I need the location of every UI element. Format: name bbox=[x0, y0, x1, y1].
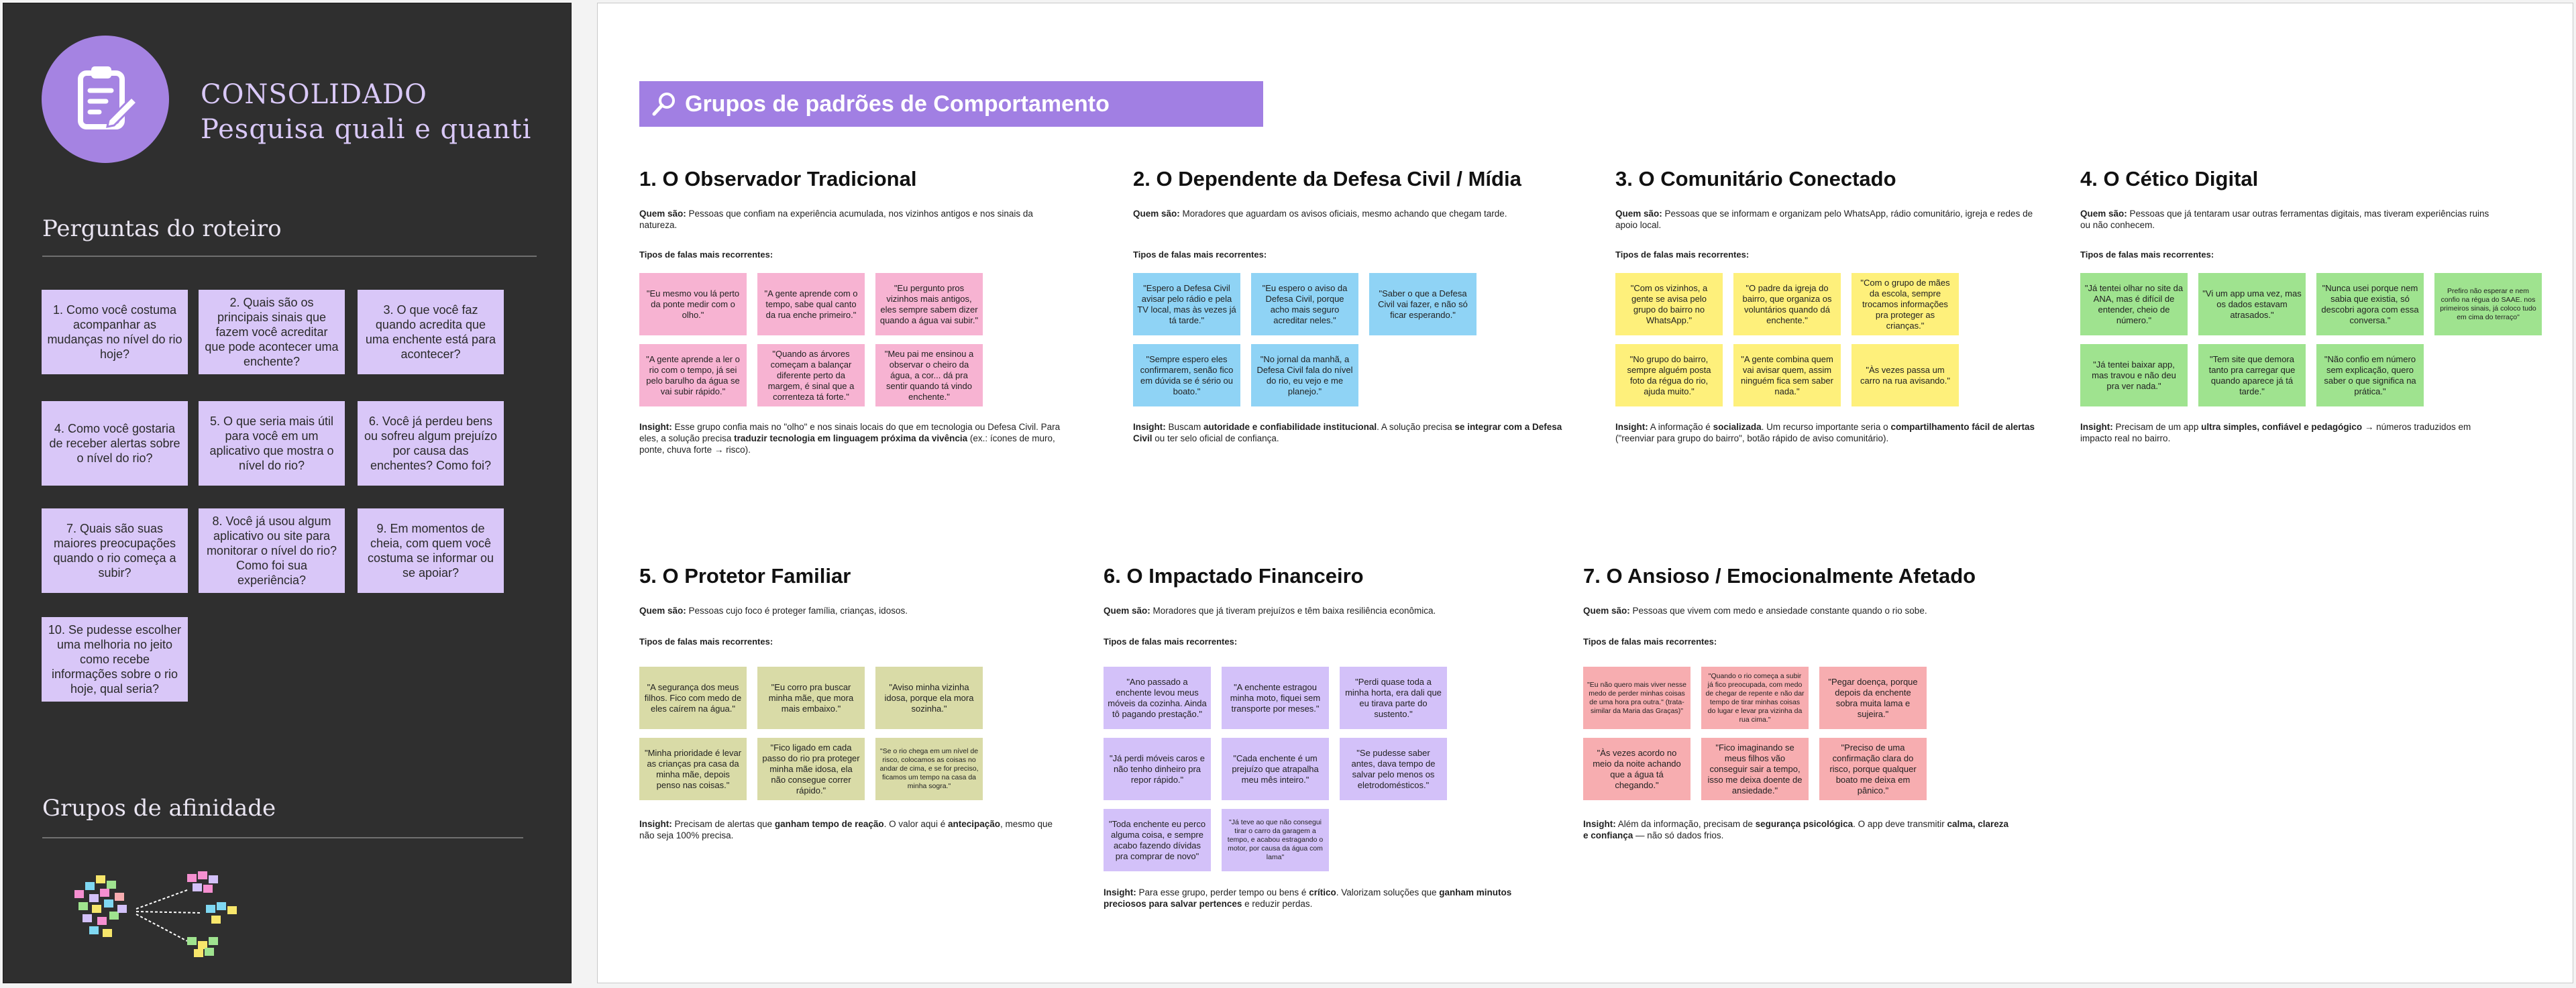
group-description: Quem são: Pessoas cujo foco é proteger família, crianças, idosos. bbox=[639, 606, 908, 616]
sticky-note[interactable]: "Nunca usei porque nem sabia que existia, só descobri agora com essa conversa." bbox=[2316, 273, 2424, 335]
sticky-note[interactable]: "A gente combina quem vai avisar quem, assim ninguém fica sem saber nada." bbox=[1733, 344, 1841, 406]
question-note[interactable]: 9. Em momentos de cheia, com quem você costuma se informar ou se apoiar? bbox=[358, 508, 504, 593]
group-speech-label: Tipos de falas mais recorrentes: bbox=[1104, 637, 1238, 647]
group-title: 2. O Dependente da Defesa Civil / Mídia bbox=[1133, 167, 1521, 190]
sticky-note[interactable]: "Já perdi móveis caros e não tenho dinheiro pra repor rápido." bbox=[1104, 738, 1211, 800]
sticky-note[interactable]: Prefiro não esperar e nem confio na régua do SAAE. nos primeiros sinais, já coloco tudo em cima do terraço" bbox=[2434, 273, 2542, 335]
sticky-note[interactable]: "Perdi quase toda a minha horta, era dali que eu tirava parte do sustento." bbox=[1340, 667, 1447, 729]
sticky-note[interactable]: "Quando o rio começa a subir já fico preocupada, com medo de chegar de repente e não dar tempo de tirar minhas coisas do lugar e levar pra vizinha da rua cima." bbox=[1701, 667, 1809, 729]
sticky-note[interactable]: "Fico imaginando se meus filhos vão conseguir sair a tempo, isso me deixa doente de ansiedade." bbox=[1701, 738, 1809, 800]
affinity-cluster-icon[interactable] bbox=[69, 862, 270, 969]
sticky-note[interactable]: "A enchente estragou minha moto, fiquei sem transporte por meses." bbox=[1222, 667, 1329, 729]
sticky-note[interactable]: "Minha prioridade é levar as crianças pra casa da minha mãe, depois penso nas coisas." bbox=[639, 738, 747, 800]
question-note[interactable]: 2. Quais são os principais sinais que fazem você acreditar que pode acontecer uma enchente? bbox=[199, 290, 345, 374]
sticky-note[interactable]: "Preciso de uma confirmação clara do risco, porque qualquer boato me deixa em pânico." bbox=[1819, 738, 1927, 800]
questions-heading: Perguntas do roteiro bbox=[42, 215, 282, 242]
sticky-note[interactable]: "Eu mesmo vou lá perto da ponte medir com o olho." bbox=[639, 273, 747, 335]
sticky-note[interactable]: "Eu espero o aviso da Defesa Civil, porque acho mais seguro acreditar neles." bbox=[1251, 273, 1358, 335]
clipboard-edit-icon bbox=[42, 36, 169, 163]
sticky-note[interactable]: "Saber o que a Defesa Civil vai fazer, e não só ficar esperando." bbox=[1369, 273, 1477, 335]
group-insight: Insight: Precisam de um app ultra simples, confiável e pedagógico → números traduzidos em impacto real no bairro. bbox=[2080, 422, 2471, 443]
group-insight: Insight: Buscam autoridade e confiabilidade institucional. A solução precisa se integrar com a Defesa Civil ou ter selo oficial de confiança. bbox=[1133, 422, 1562, 443]
behavior-group bbox=[639, 166, 1069, 455]
question-note[interactable]: 6. Você já perdeu bens ou sofreu algum prejuízo por causa das enchentes? Como foi? bbox=[358, 401, 504, 486]
sticky-note[interactable]: "Eu não quero mais viver nesse medo de perder minhas coisas de uma hora pra outra." (trata-similar da Maria das Graças)" bbox=[1583, 667, 1690, 729]
sticky-note[interactable]: "A segurança dos meus filhos. Fico com medo de eles caírem na água." bbox=[639, 667, 747, 729]
group-title: 7. O Ansioso / Emocionalmente Afetado bbox=[1583, 564, 1976, 588]
sticky-note[interactable]: "Pegar doença, porque depois da enchente sobra muita lama e sujeira." bbox=[1819, 667, 1927, 729]
group-description: Quem são: Pessoas que confiam na experiência acumulada, nos vizinhos antigos e nos sinais da natureza. bbox=[639, 209, 1033, 230]
group-speech-label: Tipos de falas mais recorrentes: bbox=[1583, 637, 1717, 647]
group-speech-label: Tipos de falas mais recorrentes: bbox=[1133, 250, 1267, 260]
group-description: Quem são: Pessoas que vivem com medo e ansiedade constante quando o rio sobe. bbox=[1583, 606, 1927, 616]
sticky-note[interactable]: "Com os vizinhos, a gente se avisa pelo grupo do bairro no WhatsApp." bbox=[1615, 273, 1723, 335]
sticky-note[interactable]: "O padre da igreja do bairro, que organiza os voluntários quando dá enchente." bbox=[1733, 273, 1841, 335]
group-insight: Insight: Precisam de alertas que ganham tempo de reação. O valor aqui é antecipação, mesmo que não seja 100% precisa. bbox=[639, 819, 1053, 840]
behavior-group bbox=[1615, 166, 2045, 443]
sticky-note[interactable]: "Já tentei olhar no site da ANA, mas é difícil de entender, cheio de número." bbox=[2080, 273, 2188, 335]
group-insight: Insight: Esse grupo confia mais no "olho" e nos sinais locais do que em tecnologia ou Defesa Civil. Para eles, a solução precisa traduzir tecnologia em linguagem próxima da vivência (ex.: ícones de muro, ponte, chuva forte → risco). bbox=[639, 422, 1061, 455]
left-panel bbox=[3, 3, 572, 983]
sticky-note[interactable]: "No grupo do bairro, sempre alguém posta foto da régua do rio, ajuda muito." bbox=[1615, 344, 1723, 406]
sticky-note[interactable]: "Já tentei baixar app, mas travou e não deu pra ver nada." bbox=[2080, 344, 2188, 406]
question-note[interactable]: 4. Como você gostaria de receber alertas sobre o nível do rio? bbox=[42, 401, 188, 486]
sticky-note[interactable]: "Ano passado a enchente levou meus móveis da cozinha. Ainda tô pagando prestação." bbox=[1104, 667, 1211, 729]
section-banner bbox=[639, 81, 1263, 127]
behavior-group bbox=[1104, 563, 1533, 909]
sticky-note[interactable]: "Sempre espero eles confirmarem, senão fico em dúvida se é sério ou boato." bbox=[1133, 344, 1240, 406]
divider bbox=[42, 837, 523, 838]
sticky-note[interactable]: "Às vezes passa um carro na rua avisando." bbox=[1851, 344, 1959, 406]
sticky-note[interactable]: "Espero a Defesa Civil avisar pelo rádio e pela TV local, mas às vezes já tá tarde." bbox=[1133, 273, 1240, 335]
question-note[interactable]: 5. O que seria mais útil para você em um aplicativo que mostra o nível do rio? bbox=[199, 401, 345, 486]
group-speech-label: Tipos de falas mais recorrentes: bbox=[639, 250, 773, 260]
sticky-note[interactable]: "Fico ligado em cada passo do rio pra proteger minha mãe idosa, ela não consegue correr rápido." bbox=[757, 738, 865, 800]
behavior-group bbox=[1583, 563, 2012, 840]
group-description: Quem são: Pessoas que já tentaram usar outras ferramentas digitais, mas tiveram experiências ruins ou não conhecem. bbox=[2080, 209, 2489, 230]
question-note[interactable]: 7. Quais são suas maiores preocupações quando o rio começa a subir? bbox=[42, 508, 188, 593]
sticky-note[interactable]: "Eu corro pra buscar minha mãe, que mora mais embaixo." bbox=[757, 667, 865, 729]
group-title: 5. O Protetor Familiar bbox=[639, 564, 851, 588]
sticky-note[interactable]: "Meu pai me ensinou a observar o cheiro da água, a cor... dá pra sentir quando tá vindo enchente." bbox=[875, 344, 983, 406]
question-note[interactable]: 8. Você já usou algum aplicativo ou site para monitorar o nível do rio? Como foi sua experiência? bbox=[199, 508, 345, 593]
affinity-heading: Grupos de afinidade bbox=[42, 795, 276, 822]
group-speech-label: Tipos de falas mais recorrentes: bbox=[2080, 250, 2214, 260]
sticky-note[interactable]: "A gente aprende com o tempo, sabe qual canto da rua enche primeiro." bbox=[757, 273, 865, 335]
sticky-note[interactable]: "Cada enchente é um prejuízo que atrapalha meu mês inteiro." bbox=[1222, 738, 1329, 800]
sticky-note[interactable]: "A gente aprende a ler o rio com o tempo, já sei pelo barulho da água se vai subir rápido." bbox=[639, 344, 747, 406]
group-insight: Insight: Além da informação, precisam de segurança psicológica. O app deve transmitir calma, clareza e confiança — não só dados frios. bbox=[1583, 819, 2009, 840]
title-line-1: CONSOLIDADO bbox=[201, 79, 427, 110]
sticky-note[interactable]: "Já teve ao que não consegui tirar o carro da garagem a tempo, e acabou estragando o motor, por causa da água com lama" bbox=[1222, 809, 1329, 871]
group-speech-label: Tipos de falas mais recorrentes: bbox=[1615, 250, 1750, 260]
sticky-note[interactable]: "Toda enchente eu perco alguma coisa, e sempre acabo fazendo dívidas pra comprar de novo" bbox=[1104, 809, 1211, 871]
group-title: 6. O Impactado Financeiro bbox=[1104, 564, 1364, 588]
group-title: 1. O Observador Tradicional bbox=[639, 167, 917, 190]
behavior-group bbox=[639, 563, 1069, 840]
sticky-note[interactable]: "Eu pergunto pros vizinhos mais antigos, eles sempre sabem dizer quando a água vai subir." bbox=[875, 273, 983, 335]
search-icon bbox=[651, 91, 678, 117]
group-title: 3. O Comunitário Conectado bbox=[1615, 167, 1896, 190]
sticky-note[interactable]: "No jornal da manhã, a Defesa Civil fala do nível do rio, eu vejo e me planejo." bbox=[1251, 344, 1358, 406]
group-insight: Insight: Para esse grupo, perder tempo ou bens é crítico. Valorizam soluções que ganham minutos preciosos para salvar pertences e reduzir perdas. bbox=[1104, 887, 1512, 909]
sticky-note[interactable]: "Se pudesse saber antes, dava tempo de salvar pelo menos os eletrodomésticos." bbox=[1340, 738, 1447, 800]
group-title: 4. O Cético Digital bbox=[2080, 167, 2259, 190]
group-speech-label: Tipos de falas mais recorrentes: bbox=[639, 637, 773, 647]
behavior-group bbox=[2080, 166, 2550, 443]
sticky-note[interactable]: "Tem site que demora tanto pra carregar que quando aparece já tá tarde." bbox=[2198, 344, 2306, 406]
behavior-group bbox=[1133, 166, 1562, 443]
sticky-note[interactable]: "Quando as árvores começam a balançar diferente perto da margem, é sinal que a correnteza tá forte." bbox=[757, 344, 865, 406]
sticky-note[interactable]: "Vi um app uma vez, mas os dados estavam atrasados." bbox=[2198, 273, 2306, 335]
sticky-note[interactable]: "Não confio em número sem explicação, quero saber o que significa na prática." bbox=[2316, 344, 2424, 406]
page-title bbox=[201, 77, 531, 147]
question-note[interactable]: 1. Como você costuma acompanhar as mudanças no nível do rio hoje? bbox=[42, 290, 188, 374]
group-description: Quem são: Moradores que aguardam os avisos oficiais, mesmo achando que chegam tarde. bbox=[1133, 209, 1507, 219]
question-note[interactable]: 3. O que você faz quando acredita que uma enchente está para acontecer? bbox=[358, 290, 504, 374]
group-description: Quem são: Pessoas que se informam e organizam pelo WhatsApp, rádio comunitário, igreja e redes de apoio local. bbox=[1615, 209, 2033, 230]
question-note[interactable]: 10. Se pudesse escolher uma melhoria no jeito como recebe informações sobre o rio hoje, qual seria? bbox=[42, 617, 188, 702]
banner-title: Grupos de padrões de Comportamento bbox=[685, 91, 1110, 117]
sticky-note[interactable]: "Aviso minha vizinha idosa, porque ela mora sozinha." bbox=[875, 667, 983, 729]
group-insight: Insight: A informação é socializada. Um recurso importante seria o compartilhamento fácil de alertas ("reenviar para grupo do bairro", botão rápido de aviso comunitário). bbox=[1615, 422, 2035, 443]
sticky-note[interactable]: "Com o grupo de mães da escola, sempre trocamos informações pra proteger as crianças." bbox=[1851, 273, 1959, 335]
sticky-note[interactable]: "Às vezes acordo no meio da noite achando que a água tá chegando." bbox=[1583, 738, 1690, 800]
sticky-note[interactable]: "Se o rio chega em um nível de risco, colocamos as coisas no andar de cima, e se for preciso, ficamos um tempo na casa da minha sogra." bbox=[875, 738, 983, 800]
title-line-2: Pesquisa quali e quanti bbox=[201, 114, 532, 145]
group-description: Quem são: Moradores que já tiveram prejuízos e têm baixa resiliência econômica. bbox=[1104, 606, 1436, 616]
divider bbox=[42, 256, 537, 257]
